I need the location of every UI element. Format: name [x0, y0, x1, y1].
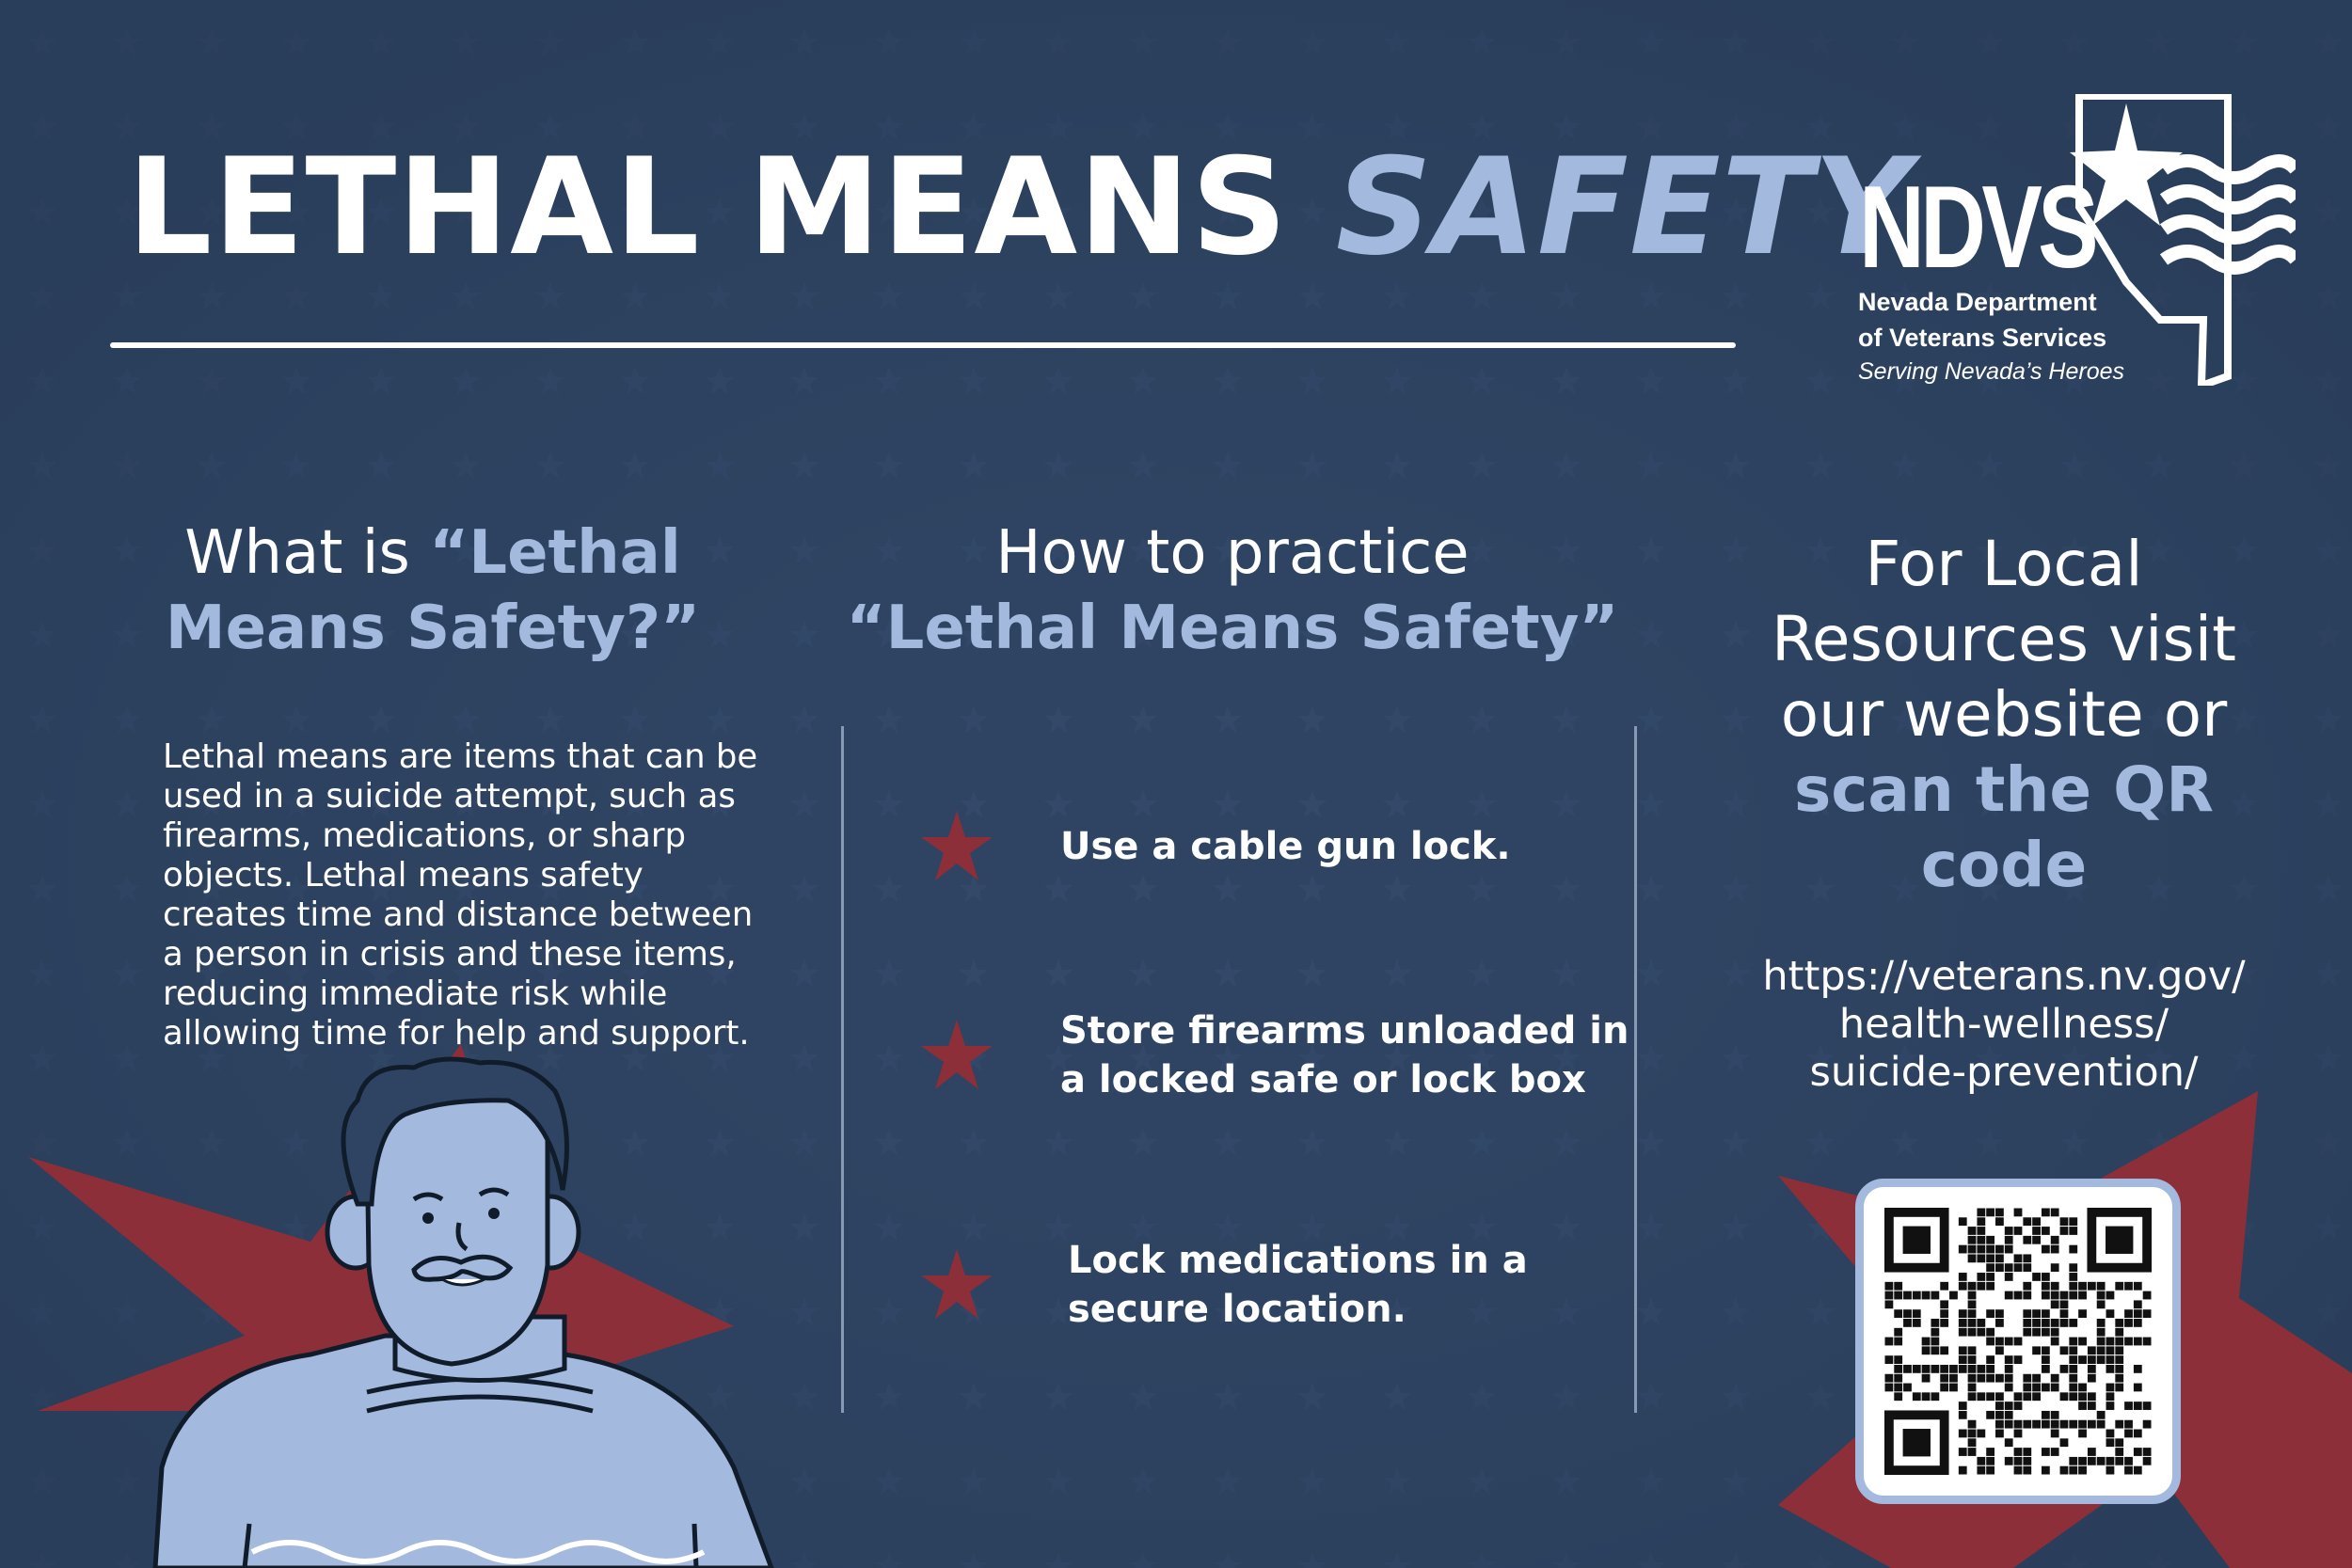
column-divider-left [841, 726, 844, 1413]
star-icon [919, 809, 994, 884]
how-to-heading [828, 515, 1637, 666]
how-to-heading-plain: How to practice [995, 518, 1470, 588]
tip-text-line2: secure location. [1068, 1288, 1406, 1331]
resources-heading-plain: For Local Resources visit our website or [1771, 528, 2237, 751]
qr-code[interactable] [1855, 1179, 2181, 1504]
url-line3: suicide-prevention/ [1809, 1049, 2199, 1096]
tip-item [919, 809, 1511, 884]
logo-tagline: Serving Nevada’s Heroes [1858, 358, 2125, 385]
how-to-heading-accent: “Lethal Means Safety” [846, 594, 1619, 663]
tip-item [919, 1236, 1528, 1334]
url-line1: https://veterans.nv.gov/ [1762, 953, 2246, 1000]
logo-org-line2: of Veterans Services [1858, 324, 2107, 352]
what-is-heading-plain: What is [184, 518, 430, 588]
resources-heading [1722, 527, 2286, 903]
tip-text: Use a cable gun lock. [1060, 825, 1511, 868]
tip-text-line1: Lock medications in a [1068, 1239, 1528, 1282]
star-icon [919, 1247, 994, 1323]
tip-text [1068, 1236, 1528, 1334]
tip-text-line1: Store firearms unloaded in [1060, 1009, 1629, 1053]
star-icon [919, 1018, 994, 1093]
what-is-body: Lethal means are items that can be used in a suicide attempt, such as firearms, medications, or sharp objects. Lethal means safety creates time and distance between a person in crisis and these items, reducing immediate risk while allowing time for help and support. [163, 737, 758, 1053]
resources-heading-accent: scan the QR code [1793, 753, 2215, 901]
qr-code-pattern [1884, 1208, 2152, 1475]
tip-text-line2: a locked safe or lock box [1060, 1058, 1586, 1101]
title-accent: SAFETY [1335, 130, 1912, 285]
tip-item [919, 1006, 1629, 1104]
column-divider-right [1634, 726, 1637, 1413]
logo-org-line1: Nevada Department [1858, 288, 2097, 316]
url-line2: health-wellness/ [1838, 1001, 2169, 1048]
resources-url[interactable] [1722, 953, 2286, 1097]
tip-text [1060, 1006, 1629, 1104]
logo-wordmark: NDVS [1859, 163, 2095, 293]
what-is-heading-accent: “Lethal Means Safety?” [165, 518, 701, 663]
title-main: LETHAL MEANS [127, 130, 1289, 285]
